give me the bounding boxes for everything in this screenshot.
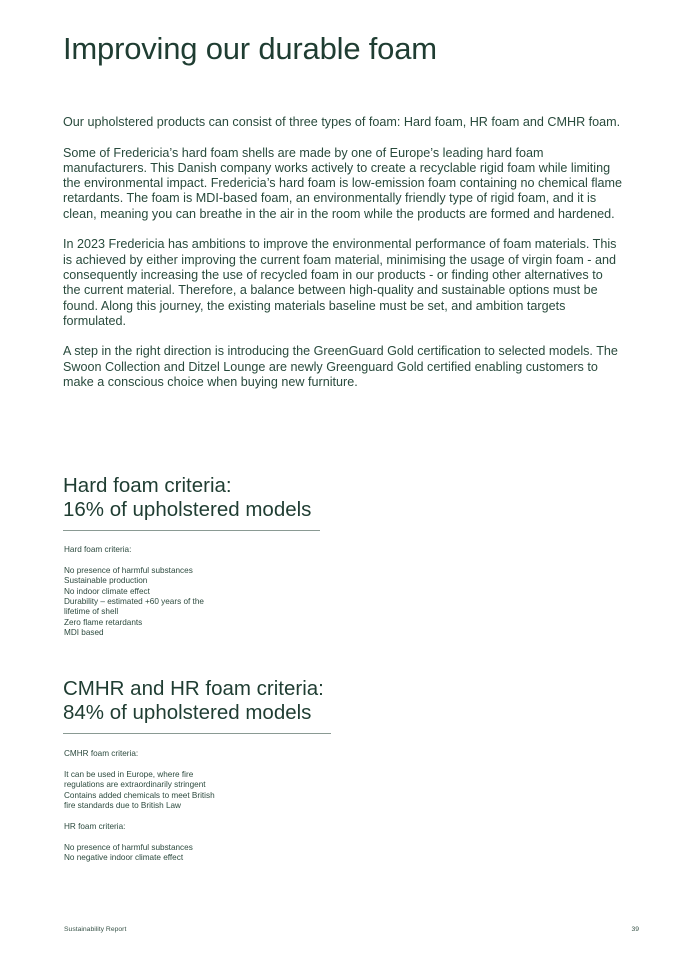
hard-foam-list-title: Hard foam criteria: — [64, 545, 132, 554]
ambition-paragraph: In 2023 Fredericia has ambitions to improve the environmental performance of foam materials. This is achieved by either improving the current foam material, minimising the usage of virgin foam - and consequently increasing the use of recycled foam in our products - or finding other alternatives to the current material. Therefore, a balance between high-quality and sustainable options must be found. Along this journey, the existing materials baseline must be set, and ambition targets formulated. — [63, 237, 617, 328]
body-text — [63, 115, 623, 406]
page-title: Improving our durable foam — [63, 31, 437, 66]
list-item: Sustainable production — [64, 576, 148, 586]
list-item: fire standards due to British Law — [64, 801, 181, 811]
hard-foam-heading — [63, 474, 311, 522]
list-item: Contains added chemicals to meet British — [64, 790, 215, 800]
list-item: No indoor climate effect — [64, 586, 150, 596]
hard-foam-paragraph: Some of Fredericia’s hard foam shells are made by one of Europe’s leading hard foam manufacturers. This Danish company works actively to create a recyclable rigid foam while limiting the environmental impact. Fredericia’s hard foam is low-emission foam containing no chemical flame retardants. The foam is MDI-based foam, an environmentally friendly type of rigid foam, and it is clean, meaning you can breathe in the air in the room while the products are formed and hardened. — [63, 145, 623, 221]
hard-foam-divider — [63, 530, 320, 531]
cmhr-hr-heading — [63, 677, 324, 725]
hard-foam-heading-line2: 16% of upholstered models — [63, 498, 312, 521]
list-item: Zero flame retardants — [64, 617, 143, 627]
list-item: Durability – estimated +60 years of the — [64, 597, 204, 607]
list-item: It can be used in Europe, where fire — [64, 769, 194, 779]
hard-foam-criteria-list — [64, 545, 264, 639]
cmhr-list-title: CMHR foam criteria: — [64, 749, 139, 758]
list-item: No presence of harmful substances — [64, 842, 193, 852]
cmhr-hr-heading-line1: CMHR and HR foam criteria: — [63, 677, 324, 700]
page-number: 39 — [631, 926, 639, 933]
cmhr-hr-heading-line2: 84% of upholstered models — [63, 701, 312, 724]
list-item: regulations are extraordinarily stringent — [64, 780, 206, 790]
list-item: lifetime of shell — [64, 607, 119, 617]
list-item: No presence of harmful substances — [64, 565, 193, 575]
footer-report-title: Sustainability Report — [64, 926, 127, 933]
cmhr-hr-divider — [63, 733, 331, 734]
list-item: MDI based — [64, 628, 104, 638]
list-item: No negative indoor climate effect — [64, 853, 184, 863]
intro-paragraph: Our upholstered products can consist of three types of foam: Hard foam, HR foam and CMHR foam. — [63, 115, 621, 129]
hard-foam-heading-line1: Hard foam criteria: — [63, 474, 232, 497]
cmhr-hr-criteria-list — [64, 749, 264, 863]
greenguard-paragraph: A step in the right direction is introducing the GreenGuard Gold certification to selected models. The Swoon Collection and Ditzel Lounge are newly Greenguard Gold certified enabling customers to make a conscious choice when buying new furniture. — [63, 344, 618, 390]
hr-list-title: HR foam criteria: — [64, 821, 126, 831]
